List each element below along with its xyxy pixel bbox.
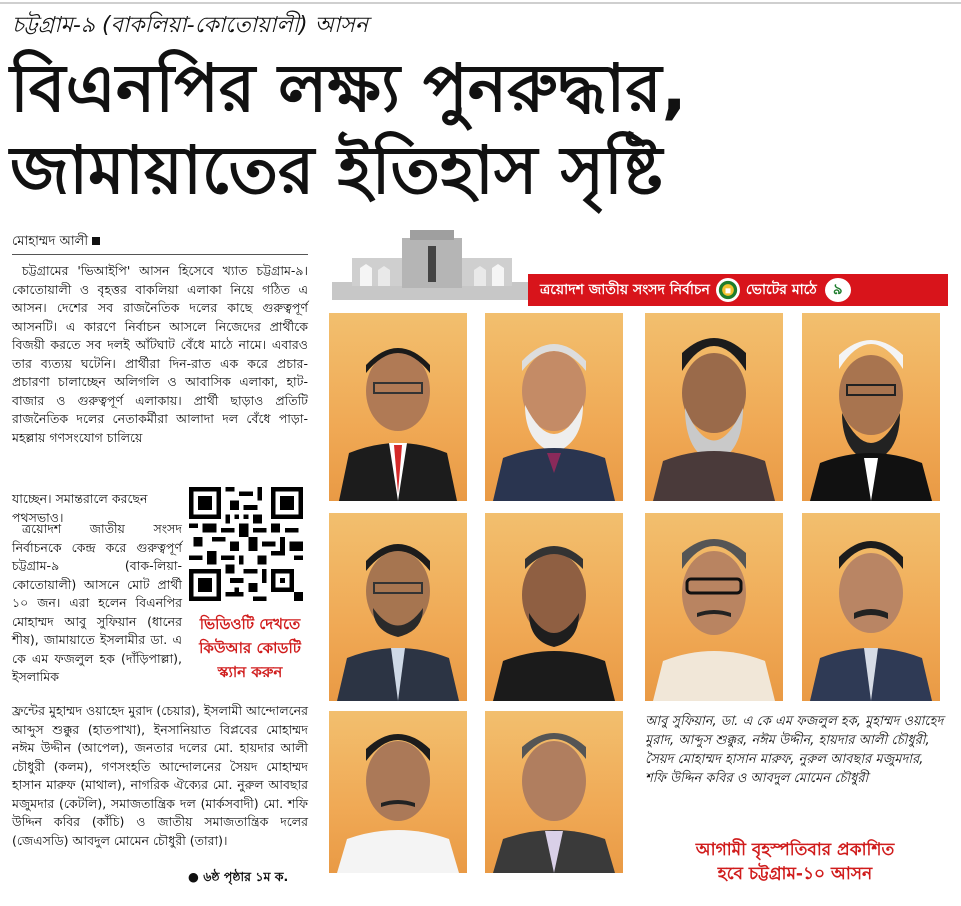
article-paragraph-1-end: যাচ্ছেন। সমান্তরালে করছেন পথসভাও। bbox=[12, 491, 148, 525]
photo-caption: আবু সুফিয়ান, ডা. এ কে এম ফজলুল হক, মুহাম্মদ ওয়াহেদ মুরাদ, আব্দুস শুক্কুর, নঈম উদ্দীন, হায়দার আলী চৌধুরী, সৈয়দ মোহাম্মদ হাসান মারুফ, নুরুল আবছার মজুমদার, শফি উদ্দিন কবির ও আবদুল মোমেন চৌধুরী bbox=[645, 714, 944, 786]
article-intro bbox=[12, 262, 308, 447]
byline-square-icon bbox=[92, 237, 100, 245]
headline bbox=[10, 48, 950, 212]
article-paragraph-2-text: ত্রয়োদশ জাতীয় সংসদ নির্বাচনকে কেন্দ্র করে গুরুত্বপূর্ণ চট্টগ্রাম-৯ (বাক-লিয়া-কোতোয়ালী) আসনে মোট প্রার্থী ১০ জন। এরা হলেন বিএনপির মোহাম্মদ আবু সুফিয়ান (ধানের শীষ), জামায়াতে ইসলামীর ডা. এ কে এম ফজলুল হক (দাঁড়িপাল্লা), ইসলামিক bbox=[12, 521, 182, 684]
candidate-photo-4 bbox=[802, 313, 940, 501]
byline-divider bbox=[12, 254, 308, 255]
episode-number-badge: ৯ bbox=[825, 278, 851, 302]
headline-line-1: বিএনপির লক্ষ্য পুনরুদ্ধার, bbox=[10, 50, 687, 127]
article-paragraph-1: চট্টগ্রামের 'ভিআইপি' আসন হিসেবে খ্যাত চট্টগ্রাম-৯। কোতোয়ালী ও বৃহত্তর বাকলিয়া এলাকা নিয়ে গঠিত এ আসন। দেশের সব রাজনৈতিক দলের কাছে গুরুত্বপূর্ণ আসনটি। এ কারণে নির্বাচন আসলে নিজেদের প্রার্থীকে বিজয়ী করতে সব দলই আঁটঘাট বেঁধে মাঠে নামে। এবারও তার ব্যত্যয় ঘটেনি। প্রার্থীরা দিন-রাত এক করে প্রচার-প্রচারণা চালাচ্ছেন অলিগলি ও আবাসিক এলাকা, হাট-বাজার ও গুরুত্বপূর্ণ এলাকায়। প্রার্থী ছাড়াও প্রতিটি রাজনৈতিক দলের নেতাকর্মীরা আলাদা দল বেঁধে পাড়া-মহল্লায় গণসংযোগ চালিয়ে bbox=[12, 263, 308, 445]
candidate-photo-9 bbox=[329, 711, 467, 873]
candidate-photo-3 bbox=[645, 313, 783, 501]
article-paragraph-2 bbox=[12, 520, 182, 687]
qr-instruction-line-1: ভিডিওটি দেখতে bbox=[199, 615, 301, 633]
author-name: মোহাম্মদ আলী bbox=[12, 234, 89, 249]
next-issue-notice bbox=[645, 838, 945, 886]
byline bbox=[12, 232, 100, 253]
candidate-photo-10 bbox=[485, 711, 623, 873]
parliament-icon bbox=[332, 228, 532, 300]
candidate-photo-2 bbox=[485, 313, 623, 501]
candidate-photo-6 bbox=[485, 513, 623, 701]
constituency-kicker: চট্টগ্রাম-৯ (বাকলিয়া-কোতোয়ালী) আসন bbox=[12, 13, 368, 38]
election-series-banner bbox=[528, 274, 948, 306]
qr-instruction bbox=[190, 612, 310, 684]
qr-instruction-line-3: স্ক্যান করুন bbox=[217, 663, 283, 681]
candidate-photo-8 bbox=[802, 513, 940, 701]
banner-series-label: ভোটের মাঠে bbox=[745, 282, 817, 298]
qr-code-icon bbox=[189, 487, 303, 601]
banner-title: ত্রয়োদশ জাতীয় সংসদ নির্বাচন bbox=[540, 282, 710, 298]
continued-jump-line: ● ৬ষ্ঠ পৃষ্ঠার ১ম ক. bbox=[188, 869, 289, 884]
parliament-building-illustration bbox=[332, 228, 532, 300]
candidate-photo-1 bbox=[329, 313, 467, 501]
top-rule bbox=[0, 2, 961, 4]
candidate-photo-7 bbox=[645, 513, 783, 701]
candidate-photo-5 bbox=[329, 513, 467, 701]
next-issue-line-1: আগামী বৃহস্পতিবার প্রকাশিত bbox=[695, 840, 895, 860]
election-emblem-icon bbox=[716, 278, 740, 302]
qr-code[interactable] bbox=[189, 487, 303, 601]
qr-instruction-line-2: কিউআর কোডটি bbox=[199, 639, 301, 657]
headline-line-2: জামায়াতের ইতিহাস সৃষ্টি bbox=[10, 132, 663, 209]
article-paragraph-2-continued: ফ্রন্টের মুহাম্মদ ওয়াহেদ মুরাদ (চেয়ার), ইসলামী আন্দোলনের আব্দুস শুক্কুর (হাতপাখা), ইনসানিয়াত বিপ্লবের মোহাম্মদ নঈম উদ্দীন (আপেল), জনতার দলের মো. হায়দার আলী চৌধুরী (কলম), গণসংহতি আন্দোলনের সৈয়দ মোহাম্মদ হাসান মারুফ (মাথাল), নাগরিক ঐক্যের মো. নুরুল আবছার মজুমদার (কেটলি), সমাজতান্ত্রিক দল (মার্কসবাদী) মো. শফি উদ্দিন কবির (কাঁচি) ও জাতীয় সমাজতান্ত্রিক দলের (জেএসডি) আবদুল মোমেন চৌধুরী (তারা)। bbox=[12, 703, 308, 848]
next-issue-line-2: হবে চট্টগ্রাম-১০ আসন bbox=[717, 864, 873, 884]
